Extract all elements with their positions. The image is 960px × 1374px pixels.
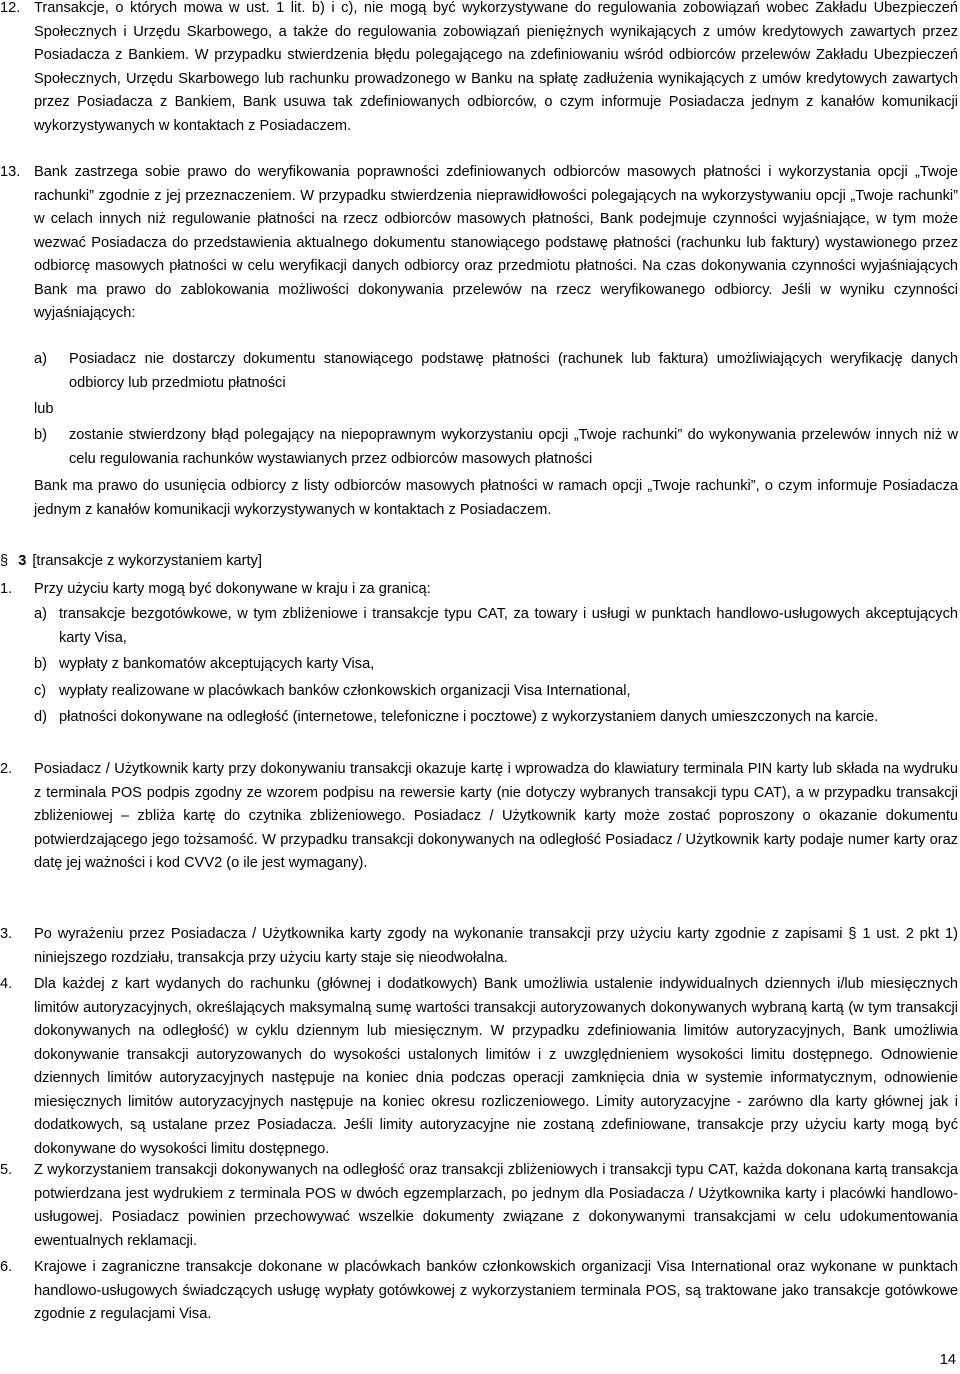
clause-13-text: Bank zastrzega sobie prawo do weryfikowania poprawności zdefiniowanych odbiorców masowych płatności i wykorzystania opcji „Twoje rachunki” zgodnie z jej przeznaczeniem. W przypadku stwierdzenia nieprawidłowości polegających na wykorzystywaniu opcji „Twoje rachunki” w celach innych niż regulowanie płatności na rzecz odbiorców masowych płatności, Bank podejmuje czynności wyjaśniające, w tym może wezwać Posiadacza do przedstawienia aktualnego dokumentu stanowiącego podstawę płatności (rachunku lub faktury) wystawionego przez odbiorcę masowych płatności w celu weryfikacji danych odbiorcy oraz przedmiotu płatności. Na czas dokonywania czynności wyjaśniających Bank ma prawo do zablokowania możliwości dokonywania przelewów na rzecz weryfikowanego odbiorcy. Jeśli w wyniku czynności wyjaśniających: [34, 164, 958, 321]
point-6-number: 6. [0, 1259, 13, 1275]
point-5 [0, 1159, 958, 1253]
point-4-number: 4. [0, 976, 13, 992]
point-2-number: 2. [0, 761, 13, 777]
clause-13-item-b [0, 424, 958, 471]
point-1-item-d [0, 706, 958, 730]
clause-13-number: 13. [0, 164, 21, 180]
point-1-item-a-text: transakcje bezgotówkowe, w tym zbliżeniowe i transakcje typu CAT, za towary i usługi w punktach handlowo-usługowych akceptujących karty Visa, [59, 606, 958, 646]
clause-13 [0, 161, 958, 326]
point-3-text: Po wyrażeniu przez Posiadacza / Użytkownika karty zgody na wykonanie transakcji przy użyciu karty zgodnie z zapisami § 1 ust. 2 pkt 1) niniejszego rozdziału, transakcja przy użyciu karty staje się nieodwołalna. [34, 926, 958, 966]
point-3-number: 3. [0, 926, 13, 942]
clause-13-closing [0, 475, 958, 522]
clause-12-text: Transakcje, o których mowa w ust. 1 lit. b) i c), nie mogą być wykorzystywane do regulowania zobowiązań wobec Zakładu Ubezpieczeń Społecznych i Urzędu Skarbowego, a także do regulowania zobowiązań pieniężnych wynikających z umów kredytowych zawartych przez Posiadacza z Bankiem. W przypadku stwierdzenia błędu polegającego na zdefiniowaniu wśród odbiorców przelewów Zakładu Ubezpieczeń Społecznych, Urzędu Skarbowego lub rachunku prowadzonego w Banku na spłatę zadłużenia wynikających z umów kredytowych zawartych przez Posiadacza z Bankiem, Bank usuwa tak zdefiniowanych odbiorców, o czym informuje Posiadacza jednym z kanałów komunikacji wykorzystywanych w kontaktach z Posiadaczem. [34, 0, 958, 134]
paragraph-3-number: 3 [18, 553, 27, 569]
point-1-item-c-label: c) [34, 683, 47, 699]
point-1-item-b-label: b) [34, 656, 47, 672]
point-2 [0, 758, 958, 876]
page-number: 14 [939, 1352, 956, 1368]
clause-12-number: 12. [0, 0, 21, 16]
paragraph-3-heading [0, 550, 262, 573]
clause-13-item-a [0, 348, 958, 395]
clause-13-item-a-label: a) [34, 351, 47, 367]
point-1-item-d-text: płatności dokonywane na odległość (internetowe, telefoniczne i pocztowe) z wykorzystaniem danych umieszczonych na karcie. [59, 709, 879, 725]
point-6 [0, 1256, 958, 1327]
point-2-text: Posiadacz / Użytkownik karty przy dokonywaniu transakcji okazuje kartę i wprowadza do klawiatury terminala PIN karty lub składa na wydruku z terminala POS podpis zgodny ze wzorem podpisu na rewersie karty (nie dotyczy wybranych transakcji typu CAT), a w przypadku transakcji zbliżeniowej – zbliża kartę do czytnika zbliżeniowego. Posiadacz / Użytkownik karty może zostać poproszony o okazanie dokumentu potwierdzającego jego tożsamość. W przypadku transakcji dokonywanych na odległość Posiadacz / Użytkownik karty podaje numer karty oraz datę jej ważności i kod CVV2 (o ile jest wymagany). [34, 761, 958, 871]
clause-13-item-b-text: zostanie stwierdzony błąd polegający na niepoprawnym wykorzystaniu opcji „Twoje rachunki” do wykonywania przelewów innych niż w celu regulowania rachunków wystawianych przez odbiorców masowych płatności [69, 427, 958, 467]
paragraph-3-title: [transakcje z wykorzystaniem karty] [32, 553, 262, 569]
clause-12 [0, 0, 958, 138]
point-1-item-a [0, 603, 958, 650]
clause-13-closing-text: Bank ma prawo do usunięcia odbiorcy z listy odbiorców masowych płatności w ramach opcji „Twoje rachunki”, o czym informuje Posiadacza jednym z kanałów komunikacji wykorzystywanych w kontaktach z Posiadaczem. [34, 478, 958, 518]
point-3 [0, 923, 958, 970]
point-1-item-b-text: wypłaty z bankomatów akceptujących karty Visa, [59, 656, 375, 672]
point-4 [0, 973, 958, 1161]
point-5-number: 5. [0, 1162, 13, 1178]
point-1-text: Przy użyciu karty mogą być dokonywane w kraju i za granicą: [34, 581, 431, 597]
point-1 [0, 578, 958, 602]
point-1-item-d-label: d) [34, 709, 47, 725]
point-5-text: Z wykorzystaniem transakcji dokonywanych na odległość oraz transakcji zbliżeniowych i transakcji typu CAT, każda dokonana kartą transakcja potwierdzana jest wydrukiem z terminala POS w dwóch egzemplarzach, po jednym dla Posiadacza / Użytkownika karty i placówki handlowo-usługowej. Posiadacz powinien przechowywać wszelkie dokumenty związane z dokonywanymi transakcjami w celu udokumentowania ewentualnych reklamacji. [34, 1162, 958, 1249]
point-4-text: Dla każdej z kart wydanych do rachunku (głównej i dodatkowych) Bank umożliwia ustalenie indywidualnych dziennych i/lub miesięcznych limitów autoryzacyjnych, określających maksymalną sumę wartości transakcji autoryzowanych dokonywanych wybraną kartą (w tym transakcji dokonywanych na odległość) w cyklu dziennym lub miesięcznym. W przypadku zdefiniowania limitów autoryzacyjnych, Bank umożliwia dokonywanie transakcji autoryzowanych do wysokości ustalonych limitów i z uwzględnieniem wysokości limitu dostępnego. Odnowienie dziennych limitów autoryzacyjnych następuje na koniec dnia podczas operacji zamknięcia dnia w systemie informatycznym, odnowienie miesięcznych limitów autoryzacyjnych następuje na koniec okresu rozliczeniowego. Limity autoryzacyjne - zarówno dla karty głównej jak i dodatkowych, są ustalane przez Posiadacza. Jeśli limity autoryzacyjne nie zostaną zdefiniowane, transakcje przy użyciu karty mogą być dokonywane do wysokości limitu dostępnego. [34, 976, 958, 1157]
point-1-item-c [0, 680, 958, 704]
point-1-item-b [0, 653, 958, 677]
clause-13-item-a-text: Posiadacz nie dostarczy dokumentu stanowiącego podstawę płatności (rachunek lub faktura) umożliwiających weryfikację danych odbiorcy lub przedmiotu płatności [69, 351, 958, 391]
point-1-item-c-text: wypłaty realizowane w placówkach banków członkowskich organizacji Visa International, [59, 683, 631, 699]
point-1-item-a-label: a) [34, 606, 47, 622]
clause-13-connector: lub [34, 401, 54, 417]
clause-13-item-b-label: b) [34, 427, 47, 443]
point-6-text: Krajowe i zagraniczne transakcje dokonane w placówkach banków członkowskich organizacji Visa International oraz wykonane w punktach handlowo-usługowych świadczących usługę wypłaty gotówkowej z wykorzystaniem terminala POS, są traktowane jako transakcje gotówkowe zgodnie z regulacjami Visa. [34, 1259, 958, 1322]
point-1-number: 1. [0, 581, 13, 597]
section-sign: § [0, 553, 9, 569]
